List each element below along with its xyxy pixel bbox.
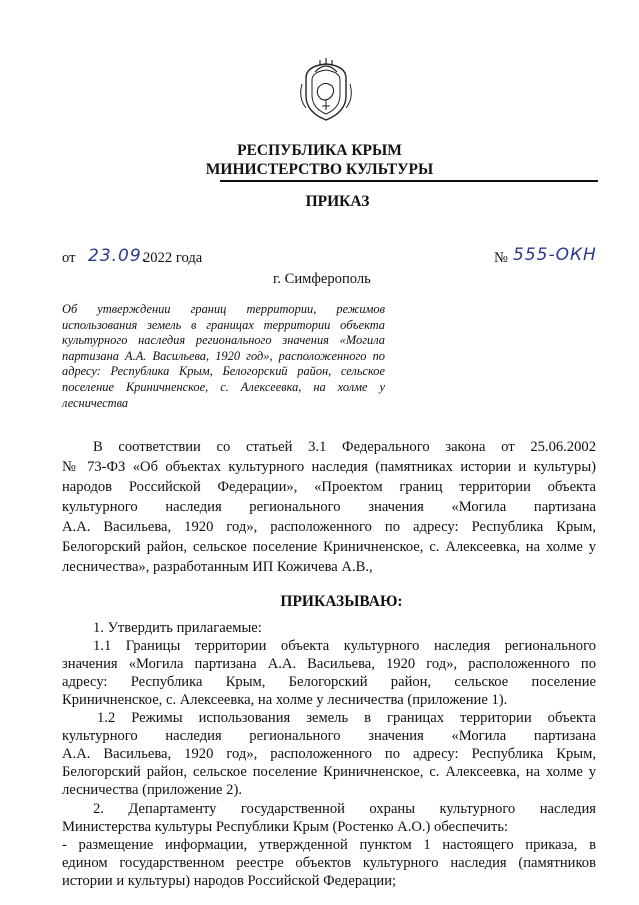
date-year: 2022 года: [143, 250, 203, 266]
intro-line: № 73-ФЗ «Об объектах культурного наследия (памятниках истории и культуры): [62, 459, 596, 475]
item-2-line: Министерства культуры Республики Крым (Ростенко А.О.) обеспечить:: [62, 819, 509, 835]
item-1-1-line: адресу: Республика Крым, Белогорский район, сельское поселение: [62, 674, 596, 690]
item-1: 1. Утвердить прилагаемые:: [93, 620, 262, 636]
subject-line: Об утверждении границ территории, режимов: [62, 302, 385, 316]
republic-heading: РЕСПУБЛИКА КРЫМ: [237, 142, 402, 159]
subject-line: культурного наследия регионального значения «Могила: [62, 333, 385, 348]
item-1-1-line: 1.1 Границы территории объекта культурного наследия регионального: [93, 638, 596, 654]
intro-line: культурного наследия регионального значения «Могила партизана: [62, 499, 596, 515]
item-2-line: едином государственном реестре объектов культурного наследия (памятников: [62, 855, 596, 871]
subject-line: использования земель в границах территории объекта: [62, 317, 385, 332]
subject-line: партизана А.А. Васильева, 1920 год», расположенного по: [62, 348, 385, 363]
intro-line: В соответствии со статьей 3.1 Федерального закона от 25.06.2002: [93, 439, 596, 455]
subject-line: адресу: Республика Крым, Белогорский район, сельское: [62, 364, 385, 379]
item-1-2-line: культурного наследия регионального значения «Могила партизана: [62, 728, 596, 744]
intro-line: Белогорский район, сельское поселение Криничненское, с. Алексеевка, на холме у: [62, 539, 596, 555]
subject-line: лесничества: [62, 395, 129, 410]
subject-block: [62, 302, 385, 411]
item-1-2-line: А.А. Васильева, 1920 год», расположенного по адресу: Республика Крым,: [62, 746, 596, 762]
item-2-line: 2. Департаменту государственной охраны культурного наследия: [93, 801, 596, 817]
item-1-1-line: Криничненское, с. Алексеевка, на холме у лесничества (приложение 1).: [62, 692, 508, 708]
intro-line: лесничества», разработанным ИП Кожичева А.В.,: [62, 559, 373, 575]
header-divider: [220, 180, 598, 182]
city-name: г. Симферополь: [273, 271, 371, 287]
document-type-title: ПРИКАЗ: [305, 193, 370, 210]
item-1-2-line: 1.2 Режимы использования земель в границах территории объекта: [97, 710, 596, 726]
handwritten-number: 555-ОКН: [513, 245, 597, 265]
handwritten-date: 23.09.: [88, 246, 149, 266]
intro-line: народов Российской Федерации», «Проектом границ территории объекта: [62, 479, 596, 495]
ministry-heading: МИНИСТЕРСТВО КУЛЬТУРЫ: [205, 161, 434, 178]
coat-of-arms-emblem: [298, 58, 354, 122]
item-1-2-line: Белогорский район, сельское поселение Криничненское, с. Алексеевка, на холме у: [62, 764, 596, 780]
intro-line: А.А. Васильева, 1920 год», расположенного по адресу: Республика Крым,: [62, 519, 596, 535]
item-2-line: истории и культуры) народов Российской Федерации;: [62, 873, 397, 889]
subject-line: поселение Криничненское, с. Алексеевка, на холме у: [62, 379, 385, 394]
date-prefix: от: [62, 250, 76, 266]
item-2-line: - размещение информации, утвержденной пунктом 1 настоящего приказа, в: [62, 837, 596, 853]
item-1-1-line: значения «Могила партизана А.А. Васильева, 1920 год», расположенного по: [62, 656, 596, 672]
order-heading: ПРИКАЗЫВАЮ:: [280, 593, 403, 610]
number-prefix: №: [494, 250, 508, 266]
item-1-2-line: лесничества (приложение 2).: [62, 782, 242, 798]
